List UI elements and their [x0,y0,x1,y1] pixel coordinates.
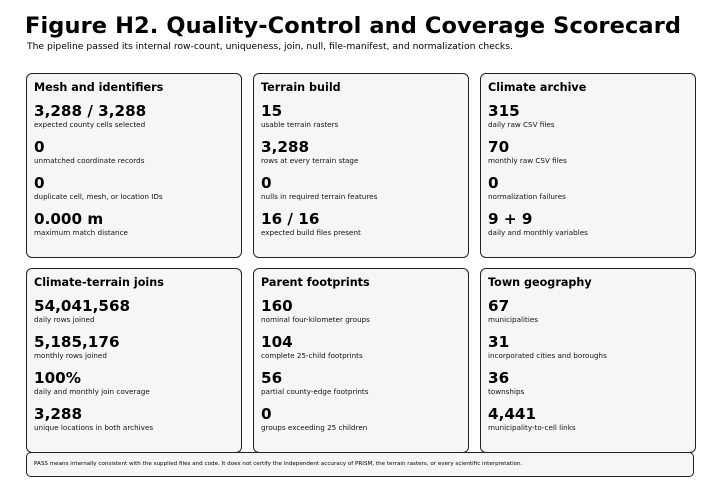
metric [488,174,687,210]
card-terrain-build [253,73,469,258]
metric-label: usable terrain rasters [261,120,339,129]
metric [488,369,687,405]
card-town-geography [480,268,696,453]
card-title: Climate archive [488,81,587,94]
metric-label: expected county cells selected [34,120,146,129]
metric-label: normalization failures [488,192,566,201]
card-title: Town geography [488,276,592,289]
metric-label: expected build files present [261,228,361,237]
metric-value: 0.000 m [34,210,104,228]
metric [34,405,233,441]
metric [261,297,460,333]
metric [34,333,233,369]
metric-label: monthly raw CSV files [488,156,567,165]
metric-value: 5,185,176 [34,333,120,351]
figure-subtitle: The pipeline passed its internal row-count, uniqueness, join, null, file-manifest, and normalization checks. [27,41,513,52]
metric-label: daily rows joined [34,315,95,324]
metric-value: 36 [488,369,510,387]
metric [34,102,233,138]
metric [34,174,233,210]
metric [488,102,687,138]
metric-value: 67 [488,297,510,315]
figure-title: Figure H2. Quality-Control and Coverage Scorecard [25,13,682,39]
metric-value: 100% [34,369,81,387]
card-climate-archive [480,73,696,258]
card-title: Terrain build [261,81,341,94]
metric-label: incorporated cities and boroughs [488,351,607,360]
metric [261,369,460,405]
metric-label: duplicate cell, mesh, or location IDs [34,192,163,201]
metric-label: partial county-edge footprints [261,387,369,396]
metric-value: 56 [261,369,283,387]
metric [261,174,460,210]
card-title: Parent footprints [261,276,370,289]
metric-label: rows at every terrain stage [261,156,359,165]
metric-value: 315 [488,102,520,120]
metric-label: monthly rows joined [34,351,107,360]
card-parent-footprints [253,268,469,453]
card-climate-terrain-joins [26,268,242,453]
metric [34,138,233,174]
metric-label: maximum match distance [34,228,128,237]
metric [261,138,460,174]
metric-label: nulls in required terrain features [261,192,378,201]
metric [488,333,687,369]
metric-value: 31 [488,333,510,351]
metric-value: 54,041,568 [34,297,131,315]
card-title: Mesh and identifiers [34,81,164,94]
metric-label: groups exceeding 25 children [261,423,368,432]
metric-value: 70 [488,138,510,156]
metric-value: 15 [261,102,283,120]
metric-label: townships [488,387,525,396]
metric-value: 104 [261,333,293,351]
metric-value: 0 [488,174,499,192]
metric-value: 0 [261,405,272,423]
metric [261,333,460,369]
metric [488,210,687,246]
metric-value: 0 [34,174,45,192]
metric-label: unique locations in both archives [34,423,154,432]
metric-value: 3,288 / 3,288 [34,102,147,120]
metric-label: daily and monthly join coverage [34,387,150,396]
metric [261,405,460,441]
metric-label: daily and monthly variables [488,228,588,237]
metric-value: 0 [261,174,272,192]
metric-value: 0 [34,138,45,156]
metric [488,405,687,441]
metric [488,297,687,333]
metric-value: 160 [261,297,293,315]
metric-value: 3,288 [261,138,310,156]
metric-label: municipalities [488,315,539,324]
metric-value: 4,441 [488,405,537,423]
metric [488,138,687,174]
metric-value: 9 + 9 [488,210,533,228]
metric [34,210,233,246]
card-title: Climate-terrain joins [34,276,164,289]
metric [261,210,460,246]
metric-label: daily raw CSV files [488,120,555,129]
metric-label: complete 25-child footprints [261,351,363,360]
card-mesh-identifiers [26,73,242,258]
metric-value: 3,288 [34,405,83,423]
scorecard-grid [26,73,696,453]
metric [34,369,233,405]
metric-label: nominal four-kilometer groups [261,315,370,324]
metric-label: unmatched coordinate records [34,156,145,165]
metric-label: municipality-to-cell links [488,423,576,432]
metric-value: 16 / 16 [261,210,320,228]
footnote: PASS means internally consistent with the supplied files and code. It does not certify the independent accuracy of PRISM, the terrain rasters, or every scientific interpretation. [26,452,694,477]
metric [34,297,233,333]
metric [261,102,460,138]
